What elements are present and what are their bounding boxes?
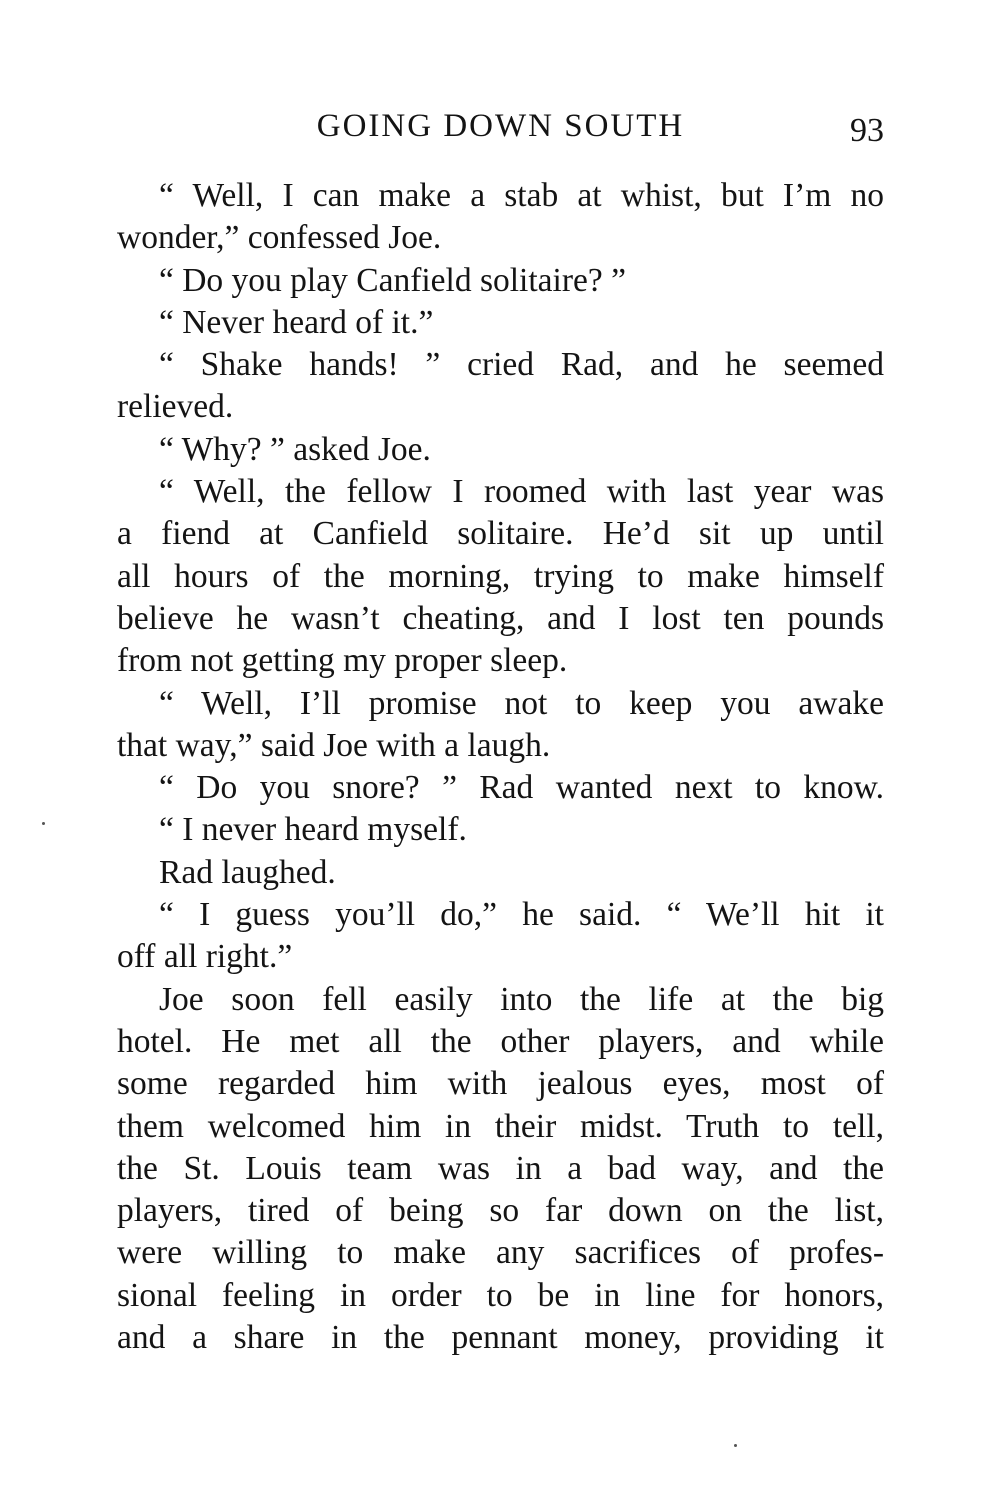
text-line: and a share in the pennant money, providing it [117, 1319, 884, 1357]
running-head [117, 108, 884, 154]
text-line: them welcomed him in their midst. Truth to tell, [117, 1107, 884, 1145]
body-text [117, 175, 884, 1359]
text-line: “ Why? ” asked Joe. [159, 430, 431, 468]
text-line: “ I never heard myself. [159, 811, 467, 849]
text-line: believe he wasn’t cheating, and I lost ten pounds [117, 599, 884, 637]
text-line: players, tired of being so far down on the list, [117, 1192, 884, 1230]
page-number: 93 [850, 112, 884, 149]
text-line: relieved. [117, 388, 234, 426]
text-line: “ Shake hands! ” cried Rad, and he seemed [159, 346, 884, 384]
text-line: wonder,” confessed Joe. [117, 219, 442, 257]
text-line: hotel. He met all the other players, and while [117, 1022, 884, 1060]
text-line: “ Well, the fellow I roomed with last year was [159, 473, 884, 511]
text-line: were willing to make any sacrifices of profes- [117, 1234, 884, 1272]
text-line: “ Well, I’ll promise not to keep you awake [159, 684, 884, 722]
text-line: some regarded him with jealous eyes, most of [117, 1065, 884, 1103]
text-line: from not getting my proper sleep. [117, 642, 568, 680]
text-line: Joe soon fell easily into the life at the big [159, 980, 884, 1018]
text-line: Rad laughed. [159, 853, 336, 891]
text-line: the St. Louis team was in a bad way, and the [117, 1149, 884, 1187]
text-line: “ Do you snore? ” Rad wanted next to know. [159, 769, 884, 807]
text-line: sional feeling in order to be in line for honors, [117, 1276, 884, 1314]
text-line: “ I guess you’ll do,” he said. “ We’ll hit it [159, 896, 884, 934]
scan-speck [734, 1444, 737, 1447]
text-line: “ Never heard of it.” [159, 303, 434, 341]
text-line: “ Well, I can make a stab at whist, but I’m no [159, 177, 884, 214]
scan-speck [42, 822, 45, 825]
chapter-title: GOING DOWN SOUTH [316, 108, 685, 144]
text-line: “ Do you play Canfield solitaire? ” [159, 261, 626, 299]
text-line: that way,” said Joe with a laugh. [117, 726, 551, 764]
text-line: a fiend at Canfield solitaire. He’d sit up until [117, 515, 884, 553]
text-line: off all right.” [117, 938, 293, 976]
text-line: all hours of the morning, trying to make himself [117, 557, 884, 595]
